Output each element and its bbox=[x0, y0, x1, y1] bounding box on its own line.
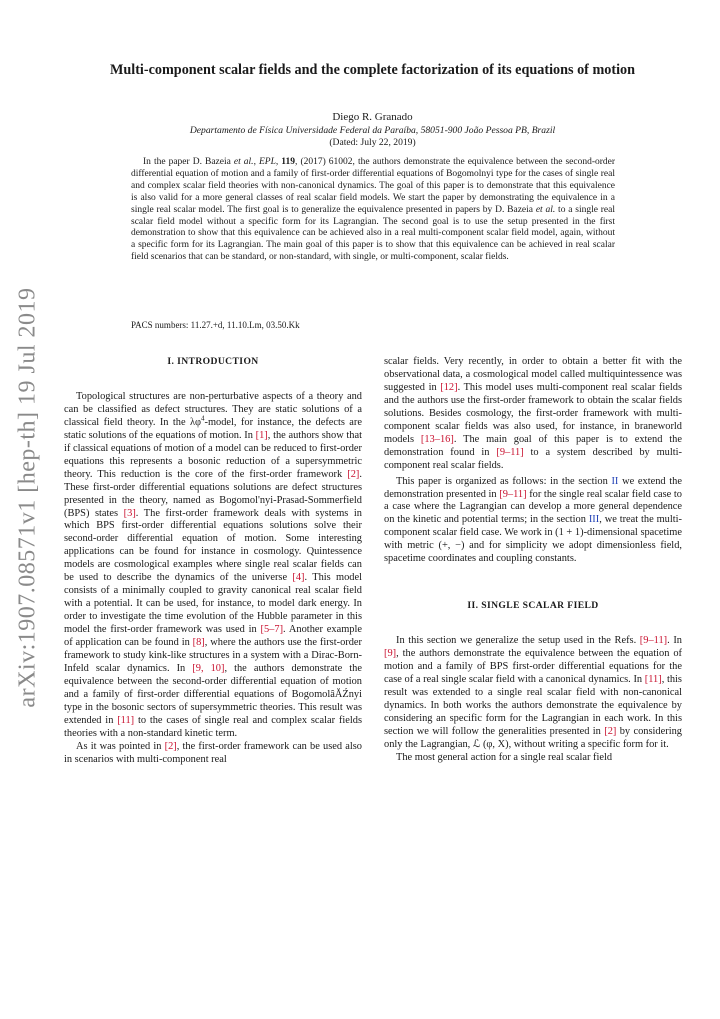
citation-link[interactable]: [9] bbox=[384, 648, 397, 660]
intro-paragraph-3: This paper is organized as follows: in the section II we extend the demonstration presented in [9–11] for the single real scalar field case to a case where the Lagrangian can develop a more general dependence on the kinetic and potential terms; in the section III, we treat the multi-component scalar field case. We work in (1 + 1)-dimensional spacetime with metric (+, −) and for simplicity we adopt dimensionless field, spacetime coordinates and coupling constants. bbox=[384, 475, 683, 565]
section-heading-single-scalar-field: II. SINGLE SCALAR FIELD bbox=[467, 600, 599, 612]
intro-paragraph-1: Topological structures are non-perturbative aspects of a theory and can be classified as defect structures. They are static solutions of a classical field theory. In the $\lambda\varphi^4$-model, for instance, the defects are static solutions of the equations of motion. In [1], the authors show that if classical equations of motion of a model can be reduced to first-order equations this represents a bosonic reduction of a supersymmetric theory. This reduction is the core of the first-order framework [2]. These first-order differential equations solutions are defect structures presented in the theory, named as Bogomol'nyi-Prasad-Sommerfield (BPS) states [3]. The first-order framework deals with systems in which BPS first-order differential equations solutions solve their second-order differential equation of motion. Some interesting applications can be found for instance in cosmology. Quintessence models are cosmological examples where single real scalar fields can be used to describe the dynamics of the universe [4]. This model consists of a minimally coupled to gravity canonical real scalar field with a potential. It can be used, for instance, to model dark energy. In order to investigate the time evolution of the Hubble parameter in this model the first-order framework was used in [5–7]. Another example of application can be found in [8], where the authors use the first-order framework to study kink-like structures in a system with a Dirac-Born-Infeld scalar dynamics. In [9, 10], the authors demonstrate the equivalence between the second-order differential equation of motion and a family of first-order differential equations of BogomolâĂŹnyi type in the bosonic sectors of supersymmetric theories. This result was extended in [11] to the cases of single real and complex scalar fields theories with a non-standard kinetic term. bbox=[64, 390, 362, 739]
citation-link[interactable]: [9–11] bbox=[639, 635, 668, 647]
citation-link[interactable]: [9, 10] bbox=[192, 662, 225, 674]
citation-link[interactable]: [2] bbox=[164, 740, 177, 752]
section-ref-link[interactable]: II bbox=[611, 475, 619, 487]
citation-link[interactable]: [12] bbox=[440, 381, 458, 393]
citation-link[interactable]: [4] bbox=[292, 572, 305, 584]
arxiv-identifier-stamp bbox=[10, 287, 46, 708]
citation-link[interactable]: [2] bbox=[604, 725, 617, 737]
intro-paragraph-2-continued: scalar fields. Very recently, in order to obtain a better fit with the observational data, a cosmological model called multiquintessence was suggested in [12]. This model uses multi-component real scalar fields and the authors use the first-order framework to obtain the scalar fields solutions. Besides cosmology, the first-order framework with multi-component scalar fields was also used, for instance, in braneworld models [13–16]. The main goal of this paper is to extend the demonstration found in [9–11] to a system described by multi-component real scalar fields. bbox=[384, 356, 682, 471]
single-field-paragraph-2: The most general action for a single real scalar field bbox=[396, 751, 613, 763]
citation-link[interactable]: [5–7] bbox=[260, 624, 284, 636]
abstract: In the paper D. Bazeia et al., EPL, 119, (2017) 61002, the authors demonstrate the equivalence between the second-order differential equation of motion and a family of first-order differential equations of Bogomolnyi type for the cases of single real and complex scalar field theories with non-canonical dynamics. The goal of this paper is to demonstrate that this equivalence is also valid for a more general classes of real scalar field models. We start the paper by demonstrating the equivalence in a single real scalar model. The first goal is to generalize the equivalence presented in papers by D. Bazeia et al. to a single real scalar field model without a specific form for its Lagrangian. The second goal is to use the setup presented in the first demonstration to show that this equivalence can be achieved also in a real multi-component scalar field model, again, without a specific form for its Lagrangian. The main goal of this paper is to show that this equivalence can be achieved in real scalar field scenarios that can be standard, or non-standard, with single, or multi-component, scalar fields. bbox=[131, 157, 616, 263]
paper-title: Multi-component scalar fields and the complete factorization of its equations of motion bbox=[109, 62, 636, 78]
single-field-paragraph-1: In this section we generalize the setup used in the Refs. [9–11]. In [9], the authors demonstrate the equivalence between the equation of motion and a family of BPS first-order differential equations for the case of a real single scalar field with a canonical dynamics. In [11], this result was extended to a single real scalar field with non-canonical dynamics. In both works the authors demonstrate the equivalence by considering an specific form for the Lagrangian in each work. In this section we will follow the generalities presented in [2] by considering only the Lagrangian, ℒ (φ, X), without writing a specific form for it. bbox=[384, 635, 682, 750]
date-line: (Dated: July 22, 2019) bbox=[329, 137, 416, 148]
left-column bbox=[64, 356, 362, 767]
citation-link[interactable]: [2] bbox=[347, 468, 360, 480]
author-name: Diego R. Granado bbox=[332, 111, 413, 123]
section-ref-link[interactable]: III bbox=[588, 514, 600, 526]
citation-link[interactable]: [13–16] bbox=[420, 433, 454, 445]
pacs-numbers: PACS numbers: 11.27.+d, 11.10.Lm, 03.50.Kk bbox=[131, 320, 300, 330]
citation-link[interactable]: [3] bbox=[123, 507, 136, 519]
section-heading-introduction: I. INTRODUCTION bbox=[167, 356, 259, 367]
arxiv-id-text: arXiv:1907.08571v1 [hep-th] 19 Jul 2019 bbox=[14, 287, 41, 708]
author-affiliation: Departamento de Física Universidade Federal da Paraíba, 58051-900 João Pessoa PB, Brazil bbox=[189, 125, 556, 136]
citation-link[interactable]: [9–11] bbox=[496, 446, 524, 458]
citation-link[interactable]: [8] bbox=[192, 637, 205, 649]
right-column bbox=[384, 356, 682, 765]
citation-link[interactable]: [1] bbox=[255, 429, 268, 441]
citation-link[interactable]: [11] bbox=[117, 714, 135, 726]
citation-link[interactable]: [9–11] bbox=[499, 488, 527, 500]
citation-link[interactable]: [11] bbox=[644, 674, 662, 686]
intro-paragraph-2-start: As it was pointed in [2], the first-order framework can be used also in scenarios with multi-component real bbox=[64, 740, 363, 765]
